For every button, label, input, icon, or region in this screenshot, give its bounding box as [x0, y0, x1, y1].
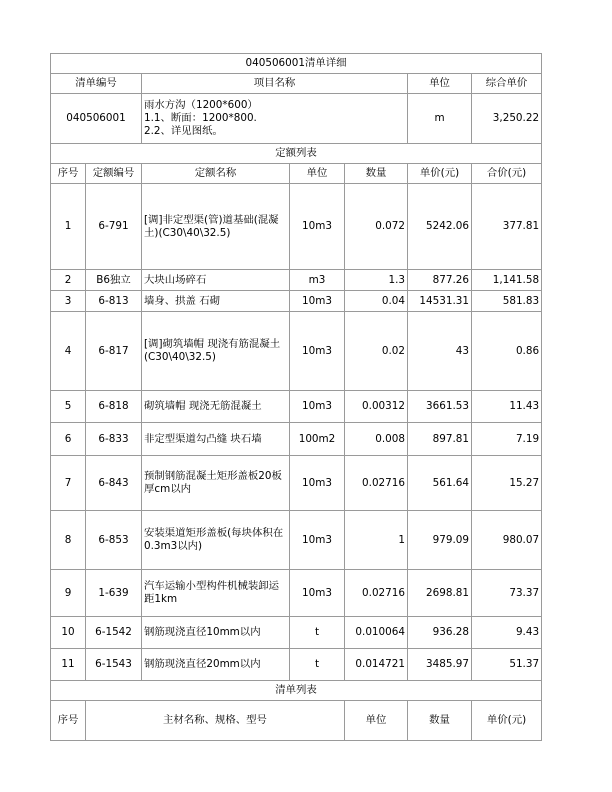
quota-code: 1-639	[86, 570, 142, 617]
quota-section-title: 定额列表	[51, 144, 542, 164]
quota-price: 897.81	[408, 423, 472, 456]
sheet-title: 040506001清单详细	[51, 54, 542, 74]
quota-price: 3661.53	[408, 391, 472, 423]
quota-name: 汽车运输小型构件机械装卸运距1km	[142, 570, 290, 617]
quota-name: [调]砌筑墙帽 现浇有筋混凝土(C30\40\32.5)	[142, 312, 290, 391]
material-section-title: 清单列表	[51, 681, 542, 701]
material-unit-header: 单位	[345, 701, 408, 741]
quota-unit: 10m3	[290, 184, 345, 270]
quota-qty: 0.04	[345, 291, 408, 312]
material-name-header: 主材名称、规格、型号	[86, 701, 345, 741]
quota-qty: 0.014721	[345, 649, 408, 681]
quota-total: 7.19	[472, 423, 542, 456]
quota-row	[51, 511, 542, 570]
quota-name: 预制钢筋混凝土矩形盖板20板厚cm以内	[142, 456, 290, 511]
bill-name	[142, 94, 408, 144]
quota-name: 钢筋现浇直径20mm以内	[142, 649, 290, 681]
quota-total: 377.81	[472, 184, 542, 270]
quota-row	[51, 184, 542, 270]
quota-unit: t	[290, 649, 345, 681]
quota-unit-header: 单位	[290, 164, 345, 184]
quota-row	[51, 423, 542, 456]
quota-qty: 0.02716	[345, 570, 408, 617]
quota-code: 6-833	[86, 423, 142, 456]
quota-row	[51, 270, 542, 291]
quota-price: 561.64	[408, 456, 472, 511]
quota-row	[51, 456, 542, 511]
material-qty-header: 数量	[408, 701, 472, 741]
quota-unit: 10m3	[290, 570, 345, 617]
quota-total: 15.27	[472, 456, 542, 511]
quota-price: 5242.06	[408, 184, 472, 270]
quota-total: 9.43	[472, 617, 542, 649]
quota-qty: 0.010064	[345, 617, 408, 649]
quota-unit: 10m3	[290, 312, 345, 391]
quota-seq: 5	[51, 391, 86, 423]
quota-seq: 6	[51, 423, 86, 456]
quota-price: 2698.81	[408, 570, 472, 617]
quota-total: 51.37	[472, 649, 542, 681]
bill-detail-sheet	[50, 53, 541, 741]
quota-seq: 8	[51, 511, 86, 570]
quota-row	[51, 649, 542, 681]
bill-unit-price-header: 综合单价	[472, 74, 542, 94]
quota-qty: 0.008	[345, 423, 408, 456]
bill-name-header: 项目名称	[142, 74, 408, 94]
quota-price: 14531.31	[408, 291, 472, 312]
quota-code: B6独立	[86, 270, 142, 291]
quota-code: 6-813	[86, 291, 142, 312]
bill-code-header: 清单编号	[51, 74, 142, 94]
quota-unit: 10m3	[290, 291, 345, 312]
quota-code: 6-1542	[86, 617, 142, 649]
quota-total: 581.83	[472, 291, 542, 312]
quota-price: 877.26	[408, 270, 472, 291]
quota-unit: 10m3	[290, 456, 345, 511]
quota-total: 0.86	[472, 312, 542, 391]
quota-qty: 0.02716	[345, 456, 408, 511]
quota-name-header: 定额名称	[142, 164, 290, 184]
quota-qty-header: 数量	[345, 164, 408, 184]
quota-unit: 10m3	[290, 391, 345, 423]
quota-qty: 0.02	[345, 312, 408, 391]
quota-name: 大块山场碎石	[142, 270, 290, 291]
material-price-header: 单价(元)	[472, 701, 542, 741]
bill-name-line-2: 1.1、断面：1200*800.	[144, 112, 257, 124]
quota-name: 非定型渠道勾凸缝 块石墙	[142, 423, 290, 456]
quota-total: 11.43	[472, 391, 542, 423]
quota-row	[51, 312, 542, 391]
quota-code: 6-843	[86, 456, 142, 511]
quota-price: 936.28	[408, 617, 472, 649]
quota-name: [调]非定型渠(管)道基础(混凝土)(C30\40\32.5)	[142, 184, 290, 270]
quota-unit: m3	[290, 270, 345, 291]
quota-unit: 10m3	[290, 511, 345, 570]
quota-total: 1,141.58	[472, 270, 542, 291]
bill-unit-header: 单位	[408, 74, 472, 94]
bill-name-line-1: 雨水方沟（1200*600）	[144, 99, 258, 111]
quota-code-header: 定额编号	[86, 164, 142, 184]
quota-total: 980.07	[472, 511, 542, 570]
quota-total-header: 合价(元)	[472, 164, 542, 184]
quota-seq: 4	[51, 312, 86, 391]
quota-code: 6-1543	[86, 649, 142, 681]
quota-qty: 0.00312	[345, 391, 408, 423]
material-seq-header: 序号	[51, 701, 86, 741]
bill-code: 040506001	[51, 94, 142, 144]
quota-seq: 11	[51, 649, 86, 681]
quota-unit: t	[290, 617, 345, 649]
quota-price: 3485.97	[408, 649, 472, 681]
quota-name: 砌筑墙帽 现浇无筋混凝土	[142, 391, 290, 423]
quota-qty: 1	[345, 511, 408, 570]
quota-code: 6-817	[86, 312, 142, 391]
quota-row	[51, 291, 542, 312]
quota-code: 6-853	[86, 511, 142, 570]
quota-seq-header: 序号	[51, 164, 86, 184]
bill-detail-table	[50, 53, 542, 741]
quota-name: 墙身、拱盖 石砌	[142, 291, 290, 312]
quota-total: 73.37	[472, 570, 542, 617]
quota-code: 6-818	[86, 391, 142, 423]
quota-seq: 10	[51, 617, 86, 649]
quota-unit: 100m2	[290, 423, 345, 456]
quota-row	[51, 391, 542, 423]
quota-seq: 9	[51, 570, 86, 617]
quota-row	[51, 570, 542, 617]
bill-unit-price: 3,250.22	[472, 94, 542, 144]
bill-unit: m	[408, 94, 472, 144]
quota-row	[51, 617, 542, 649]
quota-name: 安装渠道矩形盖板(每块体积在0.3m3以内)	[142, 511, 290, 570]
quota-code: 6-791	[86, 184, 142, 270]
quota-price: 43	[408, 312, 472, 391]
quota-name: 钢筋现浇直径10mm以内	[142, 617, 290, 649]
quota-seq: 1	[51, 184, 86, 270]
quota-seq: 7	[51, 456, 86, 511]
bill-name-line-3: 2.2、详见图纸。	[144, 125, 223, 137]
quota-seq: 2	[51, 270, 86, 291]
quota-price: 979.09	[408, 511, 472, 570]
quota-qty: 0.072	[345, 184, 408, 270]
quota-qty: 1.3	[345, 270, 408, 291]
quota-price-header: 单价(元)	[408, 164, 472, 184]
quota-seq: 3	[51, 291, 86, 312]
